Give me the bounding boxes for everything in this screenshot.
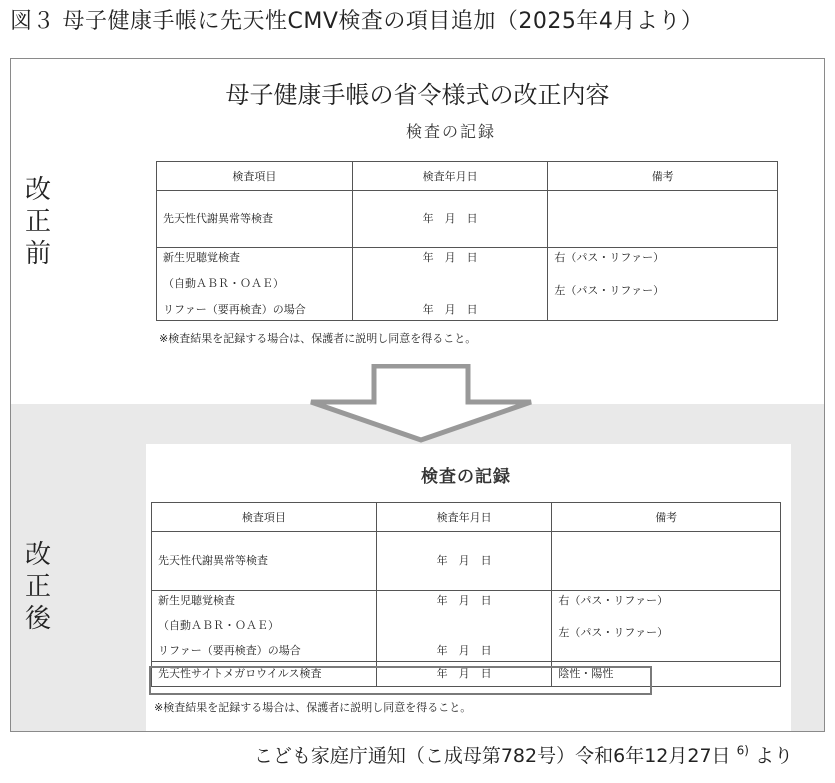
note-text: 右（パス・リファー） (554, 251, 665, 264)
source-suffix: より (754, 745, 793, 767)
item-text: 先天性代謝異常等検査 (158, 554, 268, 567)
item-text: 新生児聴覚検査 (163, 251, 240, 264)
date-text: 年 月 日 (436, 554, 492, 567)
table-row (157, 191, 778, 248)
before-record-table (156, 161, 778, 321)
source-ref: 6) (736, 743, 749, 758)
source-citation (0, 741, 835, 768)
item-text: 先天性代謝異常等検査 (163, 212, 273, 225)
note-text: 陰性・陽性 (558, 667, 614, 680)
after-record-table (151, 502, 781, 687)
header-note: 備考 (548, 162, 778, 191)
source-text: こども家庭庁通知（こ成母第782号）令和6年12月27日 (253, 745, 731, 767)
item-text: リファー（要再検査）の場合 (158, 644, 301, 657)
date-text: 年 月 日 (422, 212, 478, 225)
before-footnote: ※検査結果を記録する場合は、保護者に説明し同意を得ること。 (159, 332, 477, 345)
table-row (157, 248, 778, 321)
date-text: 年 月 日 (422, 251, 478, 264)
note-text: 左（パス・リファー） (554, 284, 665, 297)
after-caption: 検査の記録 (421, 467, 511, 487)
item-text: 新生児聴覚検査 (158, 594, 235, 607)
item-text: （自動ＡＢＲ・ＯＡＥ） (158, 619, 279, 632)
before-label-char: 正 (24, 207, 51, 237)
after-label (23, 539, 53, 635)
item-text: （自動ＡＢＲ・ＯＡＥ） (163, 277, 284, 290)
after-label-char: 改 (24, 540, 51, 570)
header-date: 検査年月日 (352, 162, 548, 191)
date-text: 年 月 日 (422, 303, 478, 316)
new-item-highlight-box (149, 666, 652, 695)
main-heading: 母子健康手帳の省令様式の改正内容 (225, 81, 610, 109)
date-text: 年 月 日 (436, 594, 492, 607)
before-label-char: 前 (24, 239, 51, 269)
down-arrow-icon (291, 364, 551, 444)
note-text: 左（パス・リファー） (558, 626, 669, 639)
item-text: 先天性サイトメガロウイルス検査 (158, 667, 322, 680)
before-caption: 検査の記録 (406, 122, 497, 141)
note-text: 右（パス・リファー） (558, 594, 669, 607)
item-text: リファー（要再検査）の場合 (163, 303, 306, 316)
after-footnote: ※検査結果を記録する場合は、保護者に説明し同意を得ること。 (154, 701, 472, 714)
after-label-char: 正 (24, 572, 51, 602)
date-text: 年 月 日 (436, 667, 492, 680)
header-item: 検査項目 (157, 162, 353, 191)
figure-title: 図３ 母子健康手帳に先天性CMV検査の項目追加（2025年4月より） (10, 9, 704, 34)
table-header-row (152, 503, 781, 532)
before-label-char: 改 (24, 175, 51, 205)
after-label-char: 後 (24, 604, 51, 634)
table-row (152, 532, 781, 591)
figure-frame (10, 58, 825, 732)
table-header-row (157, 162, 778, 191)
table-row (152, 591, 781, 662)
header-date: 検査年月日 (376, 503, 552, 532)
before-label (23, 174, 53, 270)
header-note: 備考 (552, 503, 781, 532)
date-text: 年 月 日 (436, 644, 492, 657)
header-item: 検査項目 (152, 503, 377, 532)
